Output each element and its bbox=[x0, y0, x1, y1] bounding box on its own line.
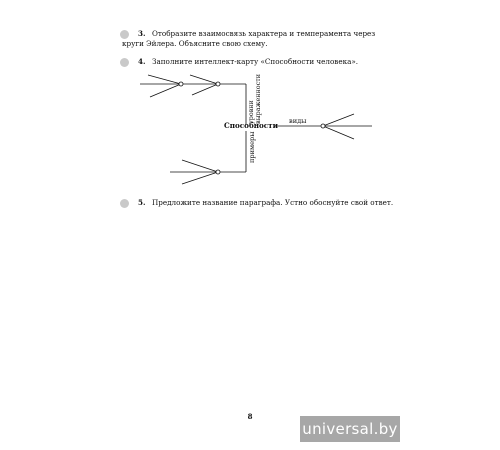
task-bullet-icon bbox=[120, 199, 129, 208]
task-text bbox=[152, 198, 393, 208]
task-number: 3. bbox=[138, 29, 146, 38]
watermark-logo: universal.by bbox=[300, 416, 400, 442]
page-number: 8 bbox=[247, 412, 253, 421]
examples-branch bbox=[170, 131, 246, 184]
task-number: 5. bbox=[138, 198, 146, 207]
levels-label-line-2: выраженности bbox=[254, 74, 262, 124]
mindmap-center-label: Способности bbox=[224, 121, 278, 130]
examples-label: примеры bbox=[248, 131, 256, 163]
task-number: 4. bbox=[138, 57, 146, 66]
task-text-line: Предложите название параграфа. Устно обоснуйте свой ответ. bbox=[152, 198, 394, 207]
levels-label-line-1: уровни bbox=[247, 100, 255, 124]
task-text-line: Отобразите взаимосвязь характера и темперамента через bbox=[152, 29, 376, 38]
levels-branch bbox=[140, 75, 246, 125]
types-label: виды bbox=[289, 117, 307, 125]
task-text-line: круги Эйлера. Объясните свою схему. bbox=[122, 39, 268, 48]
task-text-line: Заполните интеллект-карту «Способности человека». bbox=[152, 57, 359, 66]
